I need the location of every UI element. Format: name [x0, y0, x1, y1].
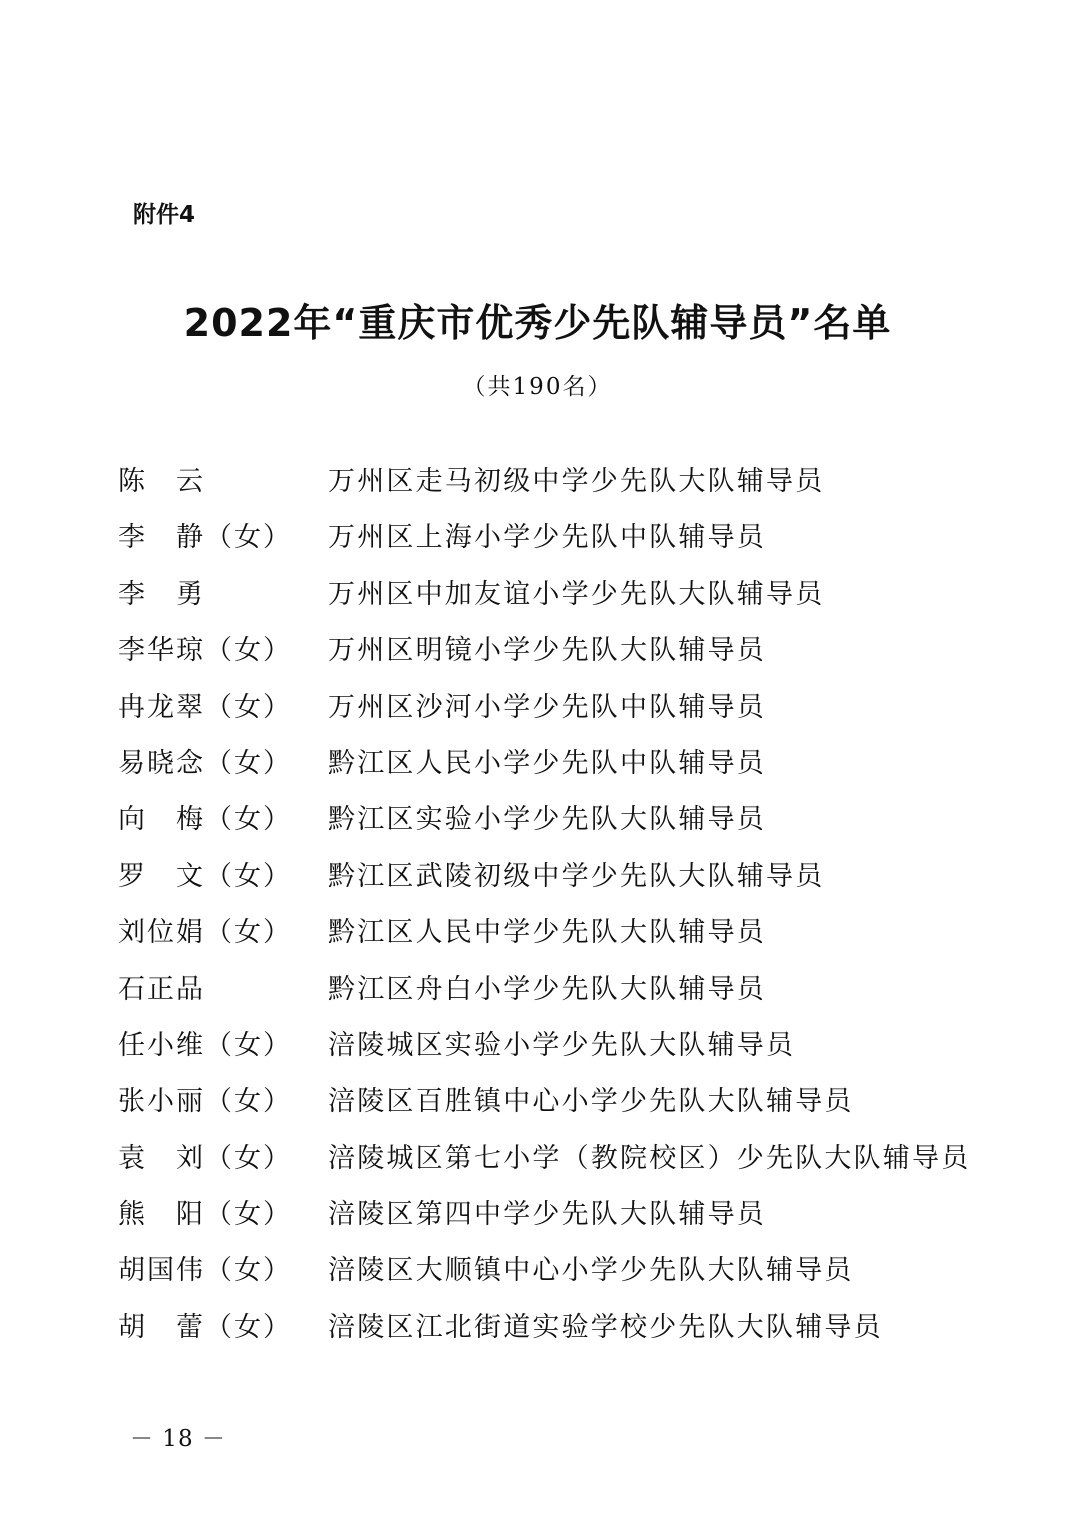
person-unit: 黔江区舟白小学少先队大队辅导员 — [328, 973, 766, 1005]
person-unit: 涪陵城区实验小学少先队大队辅导员 — [328, 1029, 796, 1061]
page-number: － 18 － — [130, 1426, 226, 1452]
person-unit: 涪陵城区第七小学（教院校区）少先队大队辅导员 — [328, 1142, 971, 1174]
list-item — [118, 1137, 998, 1193]
person-name: 任小维（女） — [118, 1029, 292, 1061]
attachment-label: 附件4 — [133, 202, 196, 228]
person-name: 胡国伟（女） — [118, 1255, 292, 1287]
person-name: 向 梅（女） — [118, 804, 292, 836]
page-title: 2022年“重庆市优秀少先队辅导员”名单 — [183, 301, 892, 345]
name-list — [118, 460, 998, 1362]
person-unit: 涪陵区第四中学少先队大队辅导员 — [328, 1199, 766, 1231]
list-item — [118, 798, 998, 854]
person-unit: 万州区中加友谊小学少先队大队辅导员 — [328, 578, 825, 610]
list-item — [118, 629, 998, 685]
list-item — [118, 742, 998, 798]
person-name: 石正品 — [118, 973, 205, 1005]
person-name: 李 勇 — [118, 578, 205, 610]
person-name: 罗 文（女） — [118, 860, 292, 892]
list-item — [118, 516, 998, 572]
person-unit: 万州区上海小学少先队中队辅导员 — [328, 522, 766, 554]
person-unit: 万州区走马初级中学少先队大队辅导员 — [328, 466, 825, 497]
list-item — [118, 911, 998, 967]
person-name: 胡 蕾（女） — [118, 1311, 292, 1343]
person-name: 袁 刘（女） — [118, 1142, 292, 1174]
person-name: 李 静（女） — [118, 522, 292, 554]
person-unit: 涪陵区江北街道实验学校少先队大队辅导员 — [328, 1311, 883, 1343]
list-item — [118, 1193, 998, 1249]
person-unit: 涪陵区大顺镇中心小学少先队大队辅导员 — [328, 1255, 854, 1287]
person-name: 刘位娟（女） — [118, 917, 292, 949]
list-item — [118, 460, 998, 516]
person-unit: 黔江区人民小学少先队中队辅导员 — [328, 747, 766, 779]
list-item — [118, 1080, 998, 1136]
list-item — [118, 855, 998, 911]
person-name: 冉龙翠（女） — [118, 691, 292, 723]
list-item — [118, 968, 998, 1024]
person-name: 熊 阳（女） — [118, 1199, 292, 1231]
person-unit: 黔江区人民中学少先队大队辅导员 — [328, 917, 766, 949]
person-name: 陈 云 — [118, 466, 205, 497]
list-item — [118, 1306, 998, 1362]
list-item — [118, 1249, 998, 1305]
person-unit: 万州区明镜小学少先队大队辅导员 — [328, 635, 766, 667]
list-item — [118, 573, 998, 629]
list-item — [118, 1024, 998, 1080]
page-subtitle: （共190名） — [462, 374, 613, 400]
list-item — [118, 686, 998, 742]
person-unit: 黔江区实验小学少先队大队辅导员 — [328, 804, 766, 836]
person-name: 易晓念（女） — [118, 747, 292, 779]
person-name: 李华琼（女） — [118, 635, 292, 667]
person-unit: 黔江区武陵初级中学少先队大队辅导员 — [328, 860, 825, 892]
person-name: 张小丽（女） — [118, 1086, 292, 1118]
person-unit: 涪陵区百胜镇中心小学少先队大队辅导员 — [328, 1086, 854, 1118]
person-unit: 万州区沙河小学少先队中队辅导员 — [328, 691, 766, 723]
